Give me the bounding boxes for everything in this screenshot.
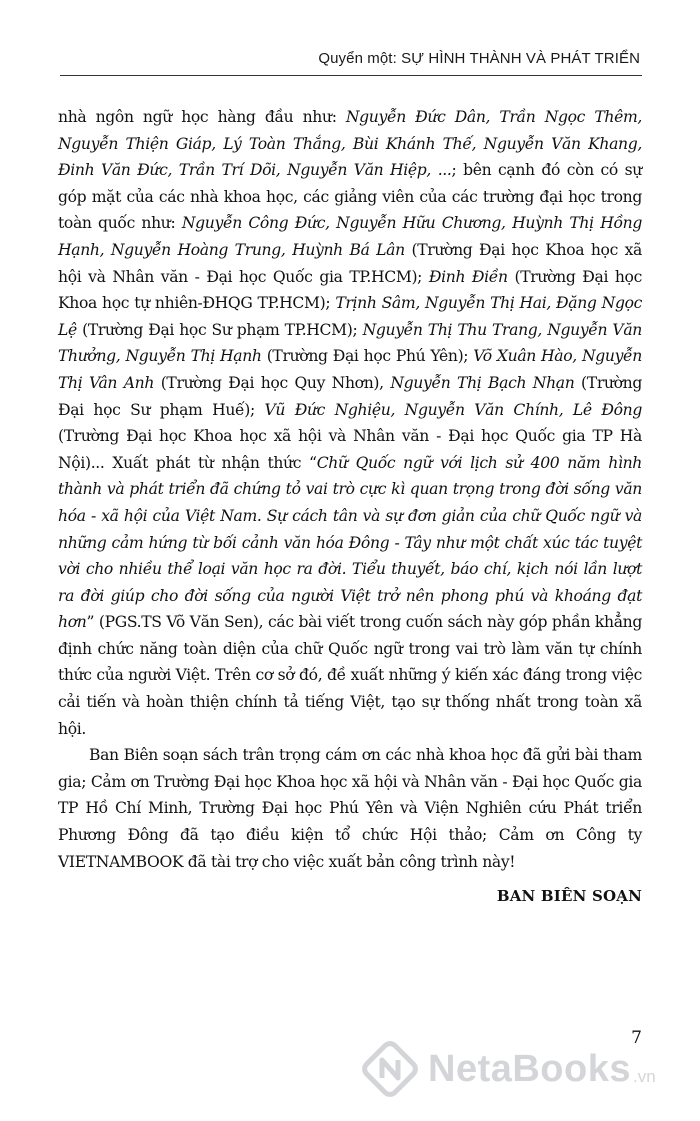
italic-run: Chữ Quốc ngữ với lịch sử 400 năm hình thành và phát triển đã chứng tỏ vai trò cực kì quan trọng trong đời sống văn hóa - xã hội của Việt Nam. Sự cách tân và sự đơn giản của chữ Quốc ngữ và những cảm hứng từ bối cảnh văn hóa Đông - Tây như một chất xúc tác tuyệt vời cho nhiều thể loại văn học ra đời. Tiểu thuyết, báo chí, kịch nói lần lượt ra đời giúp cho đời sống của người Việt trở nên phong phú và khoáng đạt hơn [58, 453, 642, 632]
netabooks-logo-icon [362, 1041, 418, 1097]
page-number: 7 [631, 1028, 642, 1048]
italic-run: Võ Xuân Hào, Nguyễn Thị Vân Anh [58, 347, 642, 392]
text-run: (Trường Đại học Phú Yên); [261, 347, 474, 366]
italic-run: Nguyễn Thị Thu Trang, Nguyễn Văn Thưởng, Nguyễn Thị Hạnh [58, 320, 642, 366]
text-run: (Trường Đại học Khoa học tự nhiên-ĐHQG TP.HCM); [58, 267, 642, 313]
italic-run: Nguyễn Công Đức, Nguyễn Hữu Chương, Huỳnh Thị Hồng Hạnh, Nguyễn Hoàng Trung, Huỳnh Bá Lân [58, 214, 642, 259]
body-text [58, 104, 642, 875]
italic-run: Nguyễn Thị Bạch Nhạn [390, 373, 575, 392]
text-run: (Trường Đại học Khoa học xã hội và Nhân văn - Đại học Quốc gia TP Hà Nội)... Xuất phát từ nhận thức “ [58, 427, 642, 472]
watermark-brand: NetaBooks [428, 1047, 631, 1090]
text-run: ” (PGS.TS Võ Văn Sen), các bài viết trong cuốn sách này góp phần khẳng định chức năng toàn diện của chữ Quốc ngữ trong vai trò làm văn tự chính thức của người Việt. Trên cơ sở đó, đề xuất những ý kiến xác đáng trong việc cải tiến và hoàn thiện chính tả tiếng Việt, tạo sự thống nhất trong toàn xã hội. [58, 613, 642, 738]
paragraph [58, 742, 642, 875]
text-run: ; bên cạnh đó còn có sự góp mặt của các nhà khoa học, các giảng viên của các trường đại học trong toàn quốc như: [58, 161, 642, 233]
text-run: (Trường Đại học Khoa học xã hội và Nhân văn - Đại học Quốc gia TP.HCM); [58, 240, 642, 286]
watermark-tld: .vn [633, 1067, 656, 1086]
running-header: Quyển một: SỰ HÌNH THÀNH VÀ PHÁT TRIỂN [318, 50, 640, 67]
text-run: nhà ngôn ngữ học hàng đầu như: [58, 108, 346, 126]
text-run: (Trường Đại học Sư phạm Huế); [58, 373, 642, 419]
watermark [362, 1034, 694, 1104]
signature: BAN BIÊN SOẠN [496, 887, 642, 905]
italic-run: Vũ Đức Nghiệu, Nguyễn Văn Chính, Lê Đông [264, 400, 643, 419]
italic-run: Đinh Điền [428, 267, 508, 286]
italic-run: Nguyễn Đức Dân, Trần Ngọc Thêm, Nguyễn Thiện Giáp, Lý Toàn Thắng, Bùi Khánh Thế, Nguyễn Văn Khang, Đinh Văn Đức, Trần Trí Dõi, Nguyễn Văn Hiệp, ... [58, 108, 642, 180]
italic-run: Trịnh Sâm, Nguyễn Thị Hai, Đặng Ngọc Lệ [58, 294, 642, 339]
text-run: (Trường Đại học Quy Nhơn), [154, 373, 391, 392]
text-run: Ban Biên soạn sách trân trọng cám ơn các nhà khoa học đã gửi bài tham gia; Cảm ơn Trường Đại học Khoa học xã hội và Nhân văn - Đại học Quốc gia TP Hồ Chí Minh, Trường Đại học Phú Yên và Viện Nghiên cứu Phát triển Phương Đông đã tạo điều kiện tổ chức Hội thảo; Cảm ơn Công ty VIETNAMBOOK đã tài trợ cho việc xuất bản công trình này! [58, 746, 642, 871]
paragraph [58, 104, 642, 742]
header-rule [60, 75, 642, 76]
text-run: (Trường Đại học Sư phạm TP.HCM); [76, 320, 363, 339]
